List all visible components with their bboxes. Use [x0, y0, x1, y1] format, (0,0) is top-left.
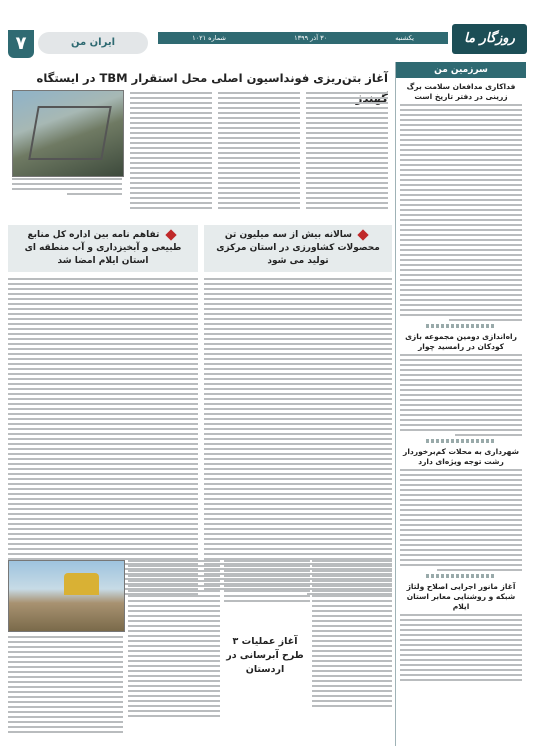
photo-caption: [12, 178, 122, 198]
story-body: [204, 278, 392, 595]
page-header: [8, 30, 527, 60]
top-story-title: آغاز بتن‌ریزی فونداسیون اصلی محل استقرار TBM در ایستگاه: [36, 71, 388, 85]
bottom-story-body-left2: [8, 636, 123, 736]
story-body: [400, 104, 522, 321]
diamond-icon: [165, 229, 176, 240]
date: ۳۰ آذر ۱۳۹۹: [294, 34, 328, 42]
separator: [426, 324, 496, 328]
story-body: [400, 469, 522, 571]
construction-photo: [12, 90, 124, 177]
bottom-story-body-mid: [224, 560, 310, 605]
date-bar: [158, 32, 448, 44]
story-body: [400, 354, 522, 436]
separator: [426, 574, 496, 578]
section-label: ایران من: [38, 32, 148, 54]
story-title: تفاهم نامه بین اداره کل منابع طبیعی و آبخیزداری و آب منطقه ای استان ایلام امضا شد: [24, 230, 182, 266]
diamond-icon: [357, 229, 368, 240]
middle-left-story: [8, 225, 198, 598]
newspaper-logo: روزگار ما: [452, 24, 527, 54]
excavator-photo: [8, 560, 125, 632]
weekday: یکشنبه: [395, 34, 414, 42]
right-column-title: سرزمین من: [396, 62, 526, 78]
right-column: [395, 62, 526, 746]
bottom-story-body-right: [312, 560, 392, 710]
top-story: [8, 68, 392, 218]
story-title-box: [8, 225, 198, 272]
story-body: [400, 614, 522, 681]
issue-number: شماره ۱۰۲۱: [192, 34, 226, 42]
bottom-story-body-left: [128, 560, 220, 720]
top-story-body: [130, 92, 388, 212]
story-title: سالانه بیش از سه میلیون تن محصولات کشاورزی در استان مرکزی تولید می شود: [216, 230, 380, 266]
bottom-story-title: آغاز عملیات ۳ طرح آبرسانی در اردستان: [226, 636, 304, 675]
story-body: [8, 278, 198, 595]
middle-right-story: [204, 225, 392, 598]
separator: [426, 439, 496, 443]
story-title: شهرداری به محلات کم‌برخوردار رشت توجه ویژه‌ای دارد: [403, 447, 519, 466]
page-number: ۷: [8, 30, 34, 58]
story-title: فداکاری مدافعان سلامت برگ زرینی در دفتر تاریخ است: [406, 82, 516, 101]
story-title-box: [204, 225, 392, 272]
story-title: آغاز مانور اجرایی اصلاح ولتاژ شبکه و روشنایی معابر استان ایلام: [406, 582, 516, 611]
story-title: راه‌اندازی دومین مجموعه بازی کودکان در رامسید چوار: [405, 332, 517, 351]
